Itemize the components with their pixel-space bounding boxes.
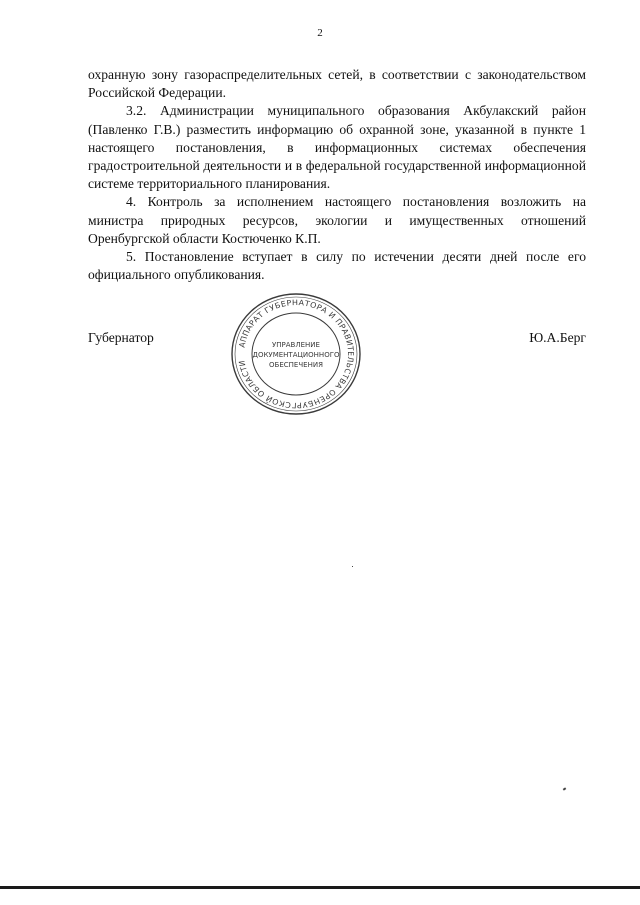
page-number: 2 [317, 27, 323, 39]
paragraph-3-2: 3.2. Администрации муниципального образования Акбулакский район (Павленко Г.В.) разместить информацию об охранной зоне, указанной в пункте 1 настоящего постановления, в информационных системах обеспечения градостроительной деятельности и в федеральной государственной информационной системе территориального планирования. [88, 103, 586, 192]
paragraph-4: 4. Контроль за исполнением настоящего постановления возложить на министра природных ресурсов, экологии и имущественных отношений Оренбургской области Костюченко К.П. [88, 194, 586, 246]
scan-speck [563, 787, 567, 790]
scan-speck [352, 566, 353, 567]
paragraph-continuation: охранную зону газораспределительных сетей, в соответствии с законодательством Российской Федерации. [88, 67, 586, 101]
seal-center-line-2: ДОКУМЕНТАЦИОННОГО [252, 351, 340, 359]
official-seal [228, 291, 364, 417]
document-body [88, 66, 586, 284]
paragraph-5: 5. Постановление вступает в силу по истечении десяти дней после его официального опубликования. [88, 249, 586, 283]
seal-ring-text: АППАРАТ ГУБЕРНАТОРА И ПРАВИТЕЛЬСТВА ОРЕНБУРГСКОЙ ОБЛАСТИ [237, 298, 356, 410]
signatory-name: Ю.А.Берг [529, 330, 586, 345]
signatory-title: Губернатор [88, 330, 154, 345]
seal-center-line-1: УПРАВЛЕНИЕ [272, 341, 320, 349]
scan-bottom-edge [0, 886, 640, 889]
seal-center-line-3: ОБЕСПЕЧЕНИЯ [269, 361, 323, 369]
